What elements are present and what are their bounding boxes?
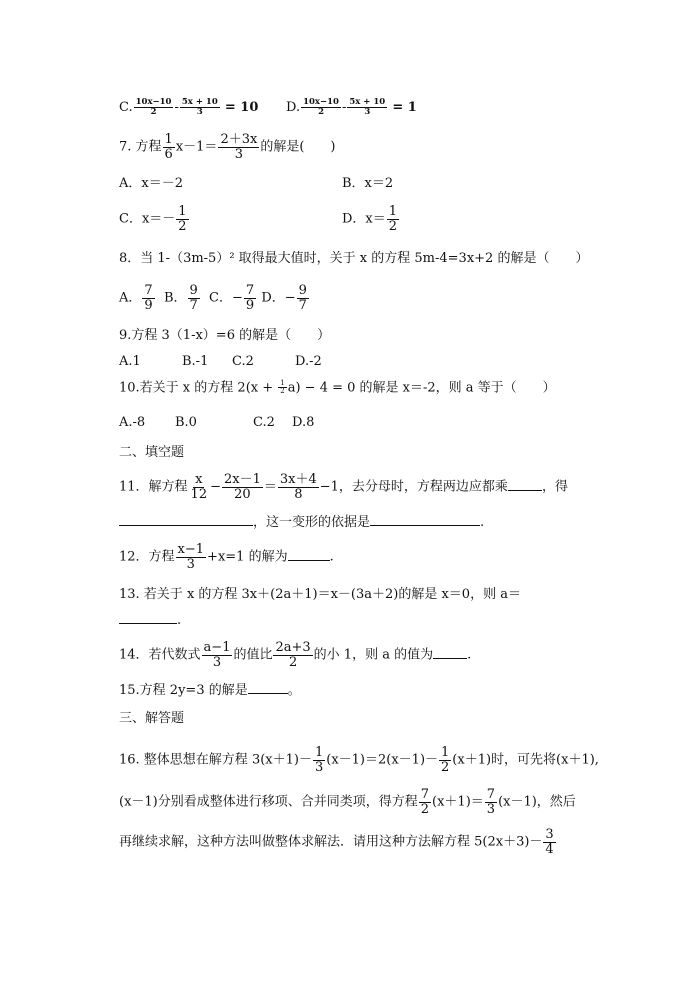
fraction: $\frac{1}{2}$ <box>280 379 285 396</box>
fraction: $\frac{3}{4}$ <box>545 827 554 857</box>
answer-blank[interactable] <box>248 693 288 694</box>
q16-line3: 再继续求解，这种方法叫做整体求解法．请用这种方法解方程 5(2x＋3)－ $\frac{3}{4}$ <box>119 827 554 857</box>
q7-option-a: A．x＝－2 <box>119 176 183 191</box>
answer-blank[interactable] <box>370 525 480 526</box>
q11-line2: ，这一变形的依据是 . <box>119 516 484 529</box>
q7-option-c: C．x＝－ $\frac{1}{2}$ <box>119 204 187 234</box>
q9-option-d: D.-2 <box>295 354 322 369</box>
q8-stem: 8．当 1-（3m-5）² 取得最大值时，关于 x 的方程 5m-4=3x+2 的解是（ ） <box>119 251 589 266</box>
fraction: $\frac{7}{3}$ <box>486 787 496 817</box>
answer-blank[interactable] <box>288 560 330 561</box>
fraction: $\frac{2+3x}{3}$ <box>220 132 258 162</box>
answer-blank[interactable] <box>119 623 177 624</box>
fraction: $\frac{1}{2}$ <box>388 204 398 234</box>
q9-stem: 9.方程 3（1-x）=6 的解是（ ） <box>119 328 331 343</box>
fraction: $\frac{7}{2}$ <box>420 787 430 817</box>
section-title-answer: 三、解答题 <box>119 711 185 726</box>
fraction: $\frac{3x+4}{8}$ <box>279 472 317 502</box>
q16-line2: (x－1)分别看成整体进行移项、合并同类项，得方程 $\frac{7}{2}$ (x＋1)＝ $\frac{7}{3}$ (x－1)，然后 <box>119 787 576 817</box>
q7-stem: 7. 方程 $\frac{1}{6}$ x－1＝ $\frac{2+3x}{3}$ 的解是( ) <box>119 132 336 162</box>
fraction: $\frac{10x-10}{2}$ <box>303 97 339 117</box>
q9-option-a: A.1 <box>119 354 141 369</box>
fraction: $\frac{9}{7}$ <box>298 283 307 313</box>
q12-stem: 12．方程 $\frac{x-1}{3}$ +x=1 的解为 . <box>119 542 334 572</box>
q10-option-d: D.8 <box>292 415 315 430</box>
fraction: $\frac{a-1}{3}$ <box>203 640 231 670</box>
fraction: $\frac{5x + 10}{3}$ <box>181 97 218 117</box>
fraction: $\frac{2x-1}{20}$ <box>224 472 261 502</box>
fraction: $\frac{x-1}{3}$ <box>177 542 205 572</box>
fraction: $\frac{1}{2}$ <box>441 745 450 775</box>
fraction: $\frac{x}{12}$ <box>190 472 208 502</box>
answer-blank[interactable] <box>508 490 542 491</box>
q9-option-b: B.-1 <box>182 354 209 369</box>
q14-stem: 14．若代数式 $\frac{a-1}{3}$ 的值比 $\frac{2a+3}{2}$ 的小 1，则 a 的值为 . <box>119 640 472 670</box>
fraction: $\frac{1}{2}$ <box>178 204 187 234</box>
fraction: $\frac{7}{9}$ <box>245 283 255 313</box>
q10-option-b: B.0 <box>175 415 197 430</box>
q6-option-c: C. $\frac{10x-10}{2}$ - $\frac{5x + 10}{3}$ = 10 <box>119 97 259 117</box>
q13-stem: 13. 若关于 x 的方程 3x＋(2a＋1)＝x－(3a＋2)的解是 x＝0，则 a＝ <box>119 587 521 602</box>
fraction: $\frac{5x + 10}{3}$ <box>349 97 386 117</box>
fraction: $\frac{1}{3}$ <box>314 745 324 775</box>
q10-option-c: C.2 <box>253 415 275 430</box>
q6-option-d: D. $\frac{10x-10}{2}$ - $\frac{5x + 10}{3}$ = 1 <box>286 97 417 117</box>
fraction: $\frac{9}{7}$ <box>189 283 198 313</box>
q10-stem: 10.若关于 x 的方程 2(x + $\frac{1}{2}$ a) − 4 = 0 的解是 x＝-2，则 a 等于（ ） <box>119 379 556 396</box>
q11-stem: 11．解方程 $\frac{x}{12}$ − $\frac{2x-1}{20}$ ＝ $\frac{3x+4}{8}$ −1，去分母时，方程两边应都乘 ，得 <box>119 472 568 502</box>
fraction: $\frac{10x-10}{2}$ <box>135 97 172 117</box>
q10-option-a: A.-8 <box>119 415 146 430</box>
q7-option-b: B．x＝2 <box>342 176 394 191</box>
q13-line2: . <box>119 614 181 627</box>
q16-line1: 16. 整体思想在解方程 3(x＋1)－ $\frac{1}{3}$ (x－1)＝2(x－1)－ $\frac{1}{2}$ (x＋1)时，可先将(x＋1), <box>119 745 599 775</box>
q9-option-c: C.2 <box>232 354 254 369</box>
section-title-fill-in: 二、填空题 <box>119 445 185 460</box>
q7-option-d: D．x＝ $\frac{1}{2}$ <box>342 204 398 234</box>
q8-options: A． $\frac{7}{9}$ B． $\frac{9}{7}$ C．− $\frac{7}{9}$ D．− $\frac{9}{7}$ <box>119 283 307 313</box>
q15-stem: 15.方程 2y=3 的解是 。 <box>119 683 301 698</box>
fraction: $\frac{2a+3}{2}$ <box>275 640 311 670</box>
fraction: $\frac{7}{9}$ <box>144 283 153 313</box>
fraction: $\frac{1}{6}$ <box>164 132 173 162</box>
answer-blank[interactable] <box>433 658 467 659</box>
answer-blank[interactable] <box>119 525 253 526</box>
